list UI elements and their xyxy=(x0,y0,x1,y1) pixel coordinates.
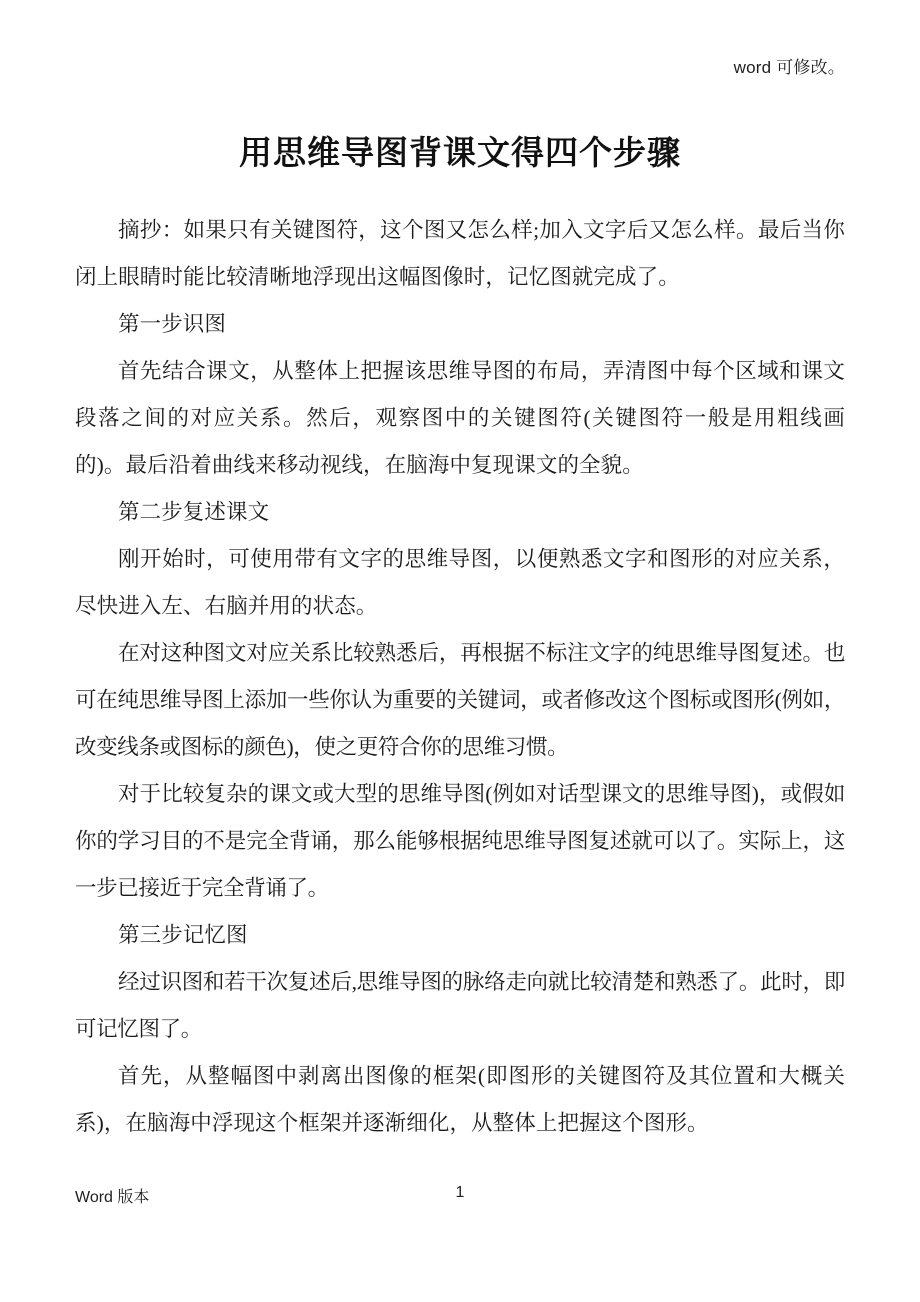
page-number: 1 xyxy=(455,1184,465,1201)
page-title: 用思维导图背课文得四个步骤 xyxy=(239,136,681,172)
paragraph-step-2-heading: 第二步复述课文 xyxy=(118,499,270,524)
header-note: word 可修改。 xyxy=(733,58,845,77)
paragraph-step-1-body: 首先结合课文，从整体上把握该思维导图的布局，弄清图中每个区域和课文段落之间的对应关系。然后，观察图中的关键图符(关键图符一般是用粗线画的)。最后沿着曲线来移动视线，在脑海中复现课文的全貌。 xyxy=(75,358,845,477)
paragraph-step-2-body-2: 在对这种图文对应关系比较熟悉后，再根据不标注文字的纯思维导图复述。也可在纯思维导图上添加一些你认为重要的关键词，或者修改这个图标或图形(例如，改变线条或图标的颜色)，使之更符合你的思维习惯。 xyxy=(75,640,845,759)
paragraph-step-3-body-2: 首先，从整幅图中剥离出图像的框架(即图形的关键图符及其位置和大概关系)，在脑海中浮现这个框架并逐渐细化，从整体上把握这个图形。 xyxy=(75,1063,845,1135)
paragraph-step-2-body-3: 对于比较复杂的课文或大型的思维导图(例如对话型课文的思维导图)，或假如你的学习目的不是完全背诵，那么能够根据纯思维导图复述就可以了。实际上，这一步已接近于完全背诵了。 xyxy=(75,781,845,900)
paragraph-abstract: 摘抄：如果只有关键图符，这个图又怎么样;加入文字后又怎么样。最后当你闭上眼睛时能比较清晰地浮现出这幅图像时，记忆图就完成了。 xyxy=(75,217,845,289)
paragraph-step-3-body-1: 经过识图和若干次复述后,思维导图的脉络走向就比较清楚和熟悉了。此时，即可记忆图了。 xyxy=(75,969,845,1041)
paragraph-step-1-heading: 第一步识图 xyxy=(118,311,227,336)
document-body xyxy=(75,132,845,1147)
paragraph-step-2-body-1: 刚开始时，可使用带有文字的思维导图，以便熟悉文字和图形的对应关系，尽快进入左、右脑并用的状态。 xyxy=(75,546,845,618)
page-header xyxy=(75,58,845,90)
footer-label: Word 版本 xyxy=(75,1189,150,1206)
page-footer xyxy=(75,1184,845,1214)
paragraph-step-3-heading: 第三步记忆图 xyxy=(118,922,248,947)
